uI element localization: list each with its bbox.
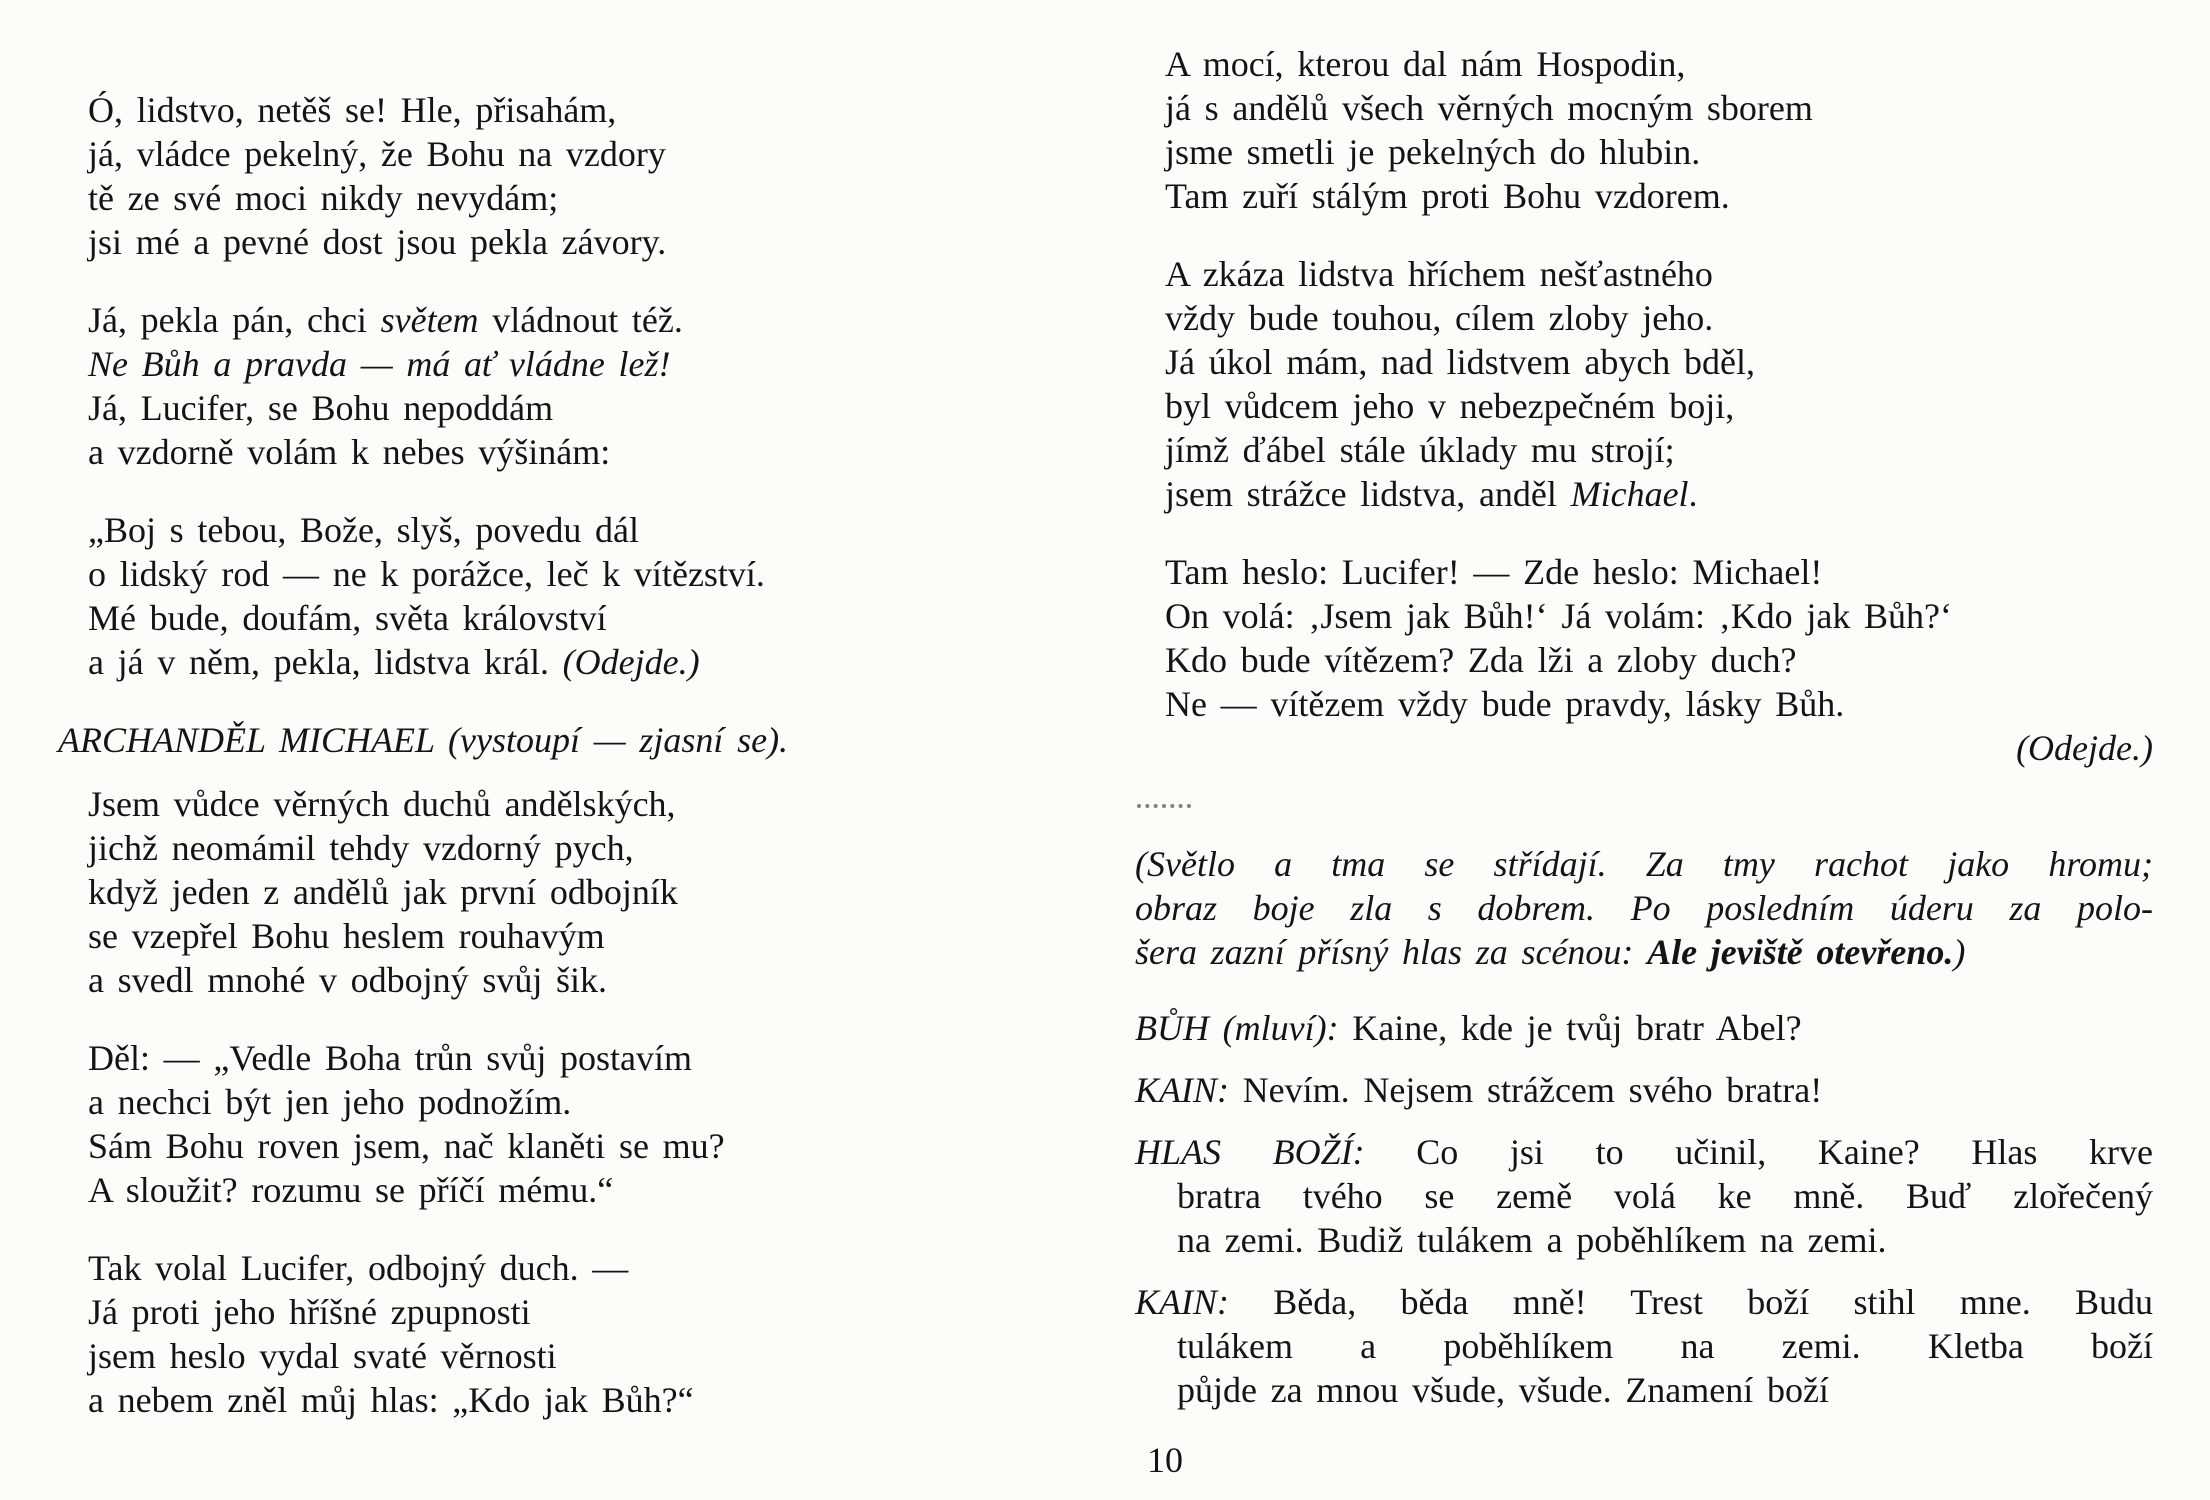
text-segment: a nechci být jen jeho podnožím. [88,1082,572,1122]
verse-line [1165,42,2153,86]
verse-line [1165,428,2153,472]
text-segment: tě ze své moci nikdy nevydám; [88,178,559,218]
text-segment: (Světlo a tma se střídají. Za tmy rachot jako hromu; [1135,844,2153,884]
verse-stanza [58,508,1043,684]
verse-line [88,430,1043,474]
text-segment: jsem heslo vydal svaté věrnosti [88,1336,557,1376]
verse-line [88,1246,1043,1290]
verse-line [88,1036,1043,1080]
text-segment: jímž ďábel stále úklady mu strojí; [1165,430,1675,470]
text-line [1135,1218,2153,1262]
verse-line [88,826,1043,870]
text-line [1135,1174,2153,1218]
text-segment: A sloužit? rozumu se příčí mému.“ [88,1170,614,1210]
text-segment: o lidský rod — ne k porážce, leč k vítězství. [88,554,765,594]
stage-direction [1135,842,2153,974]
verse-line [1165,594,2153,638]
text-segment: já, vládce pekelný, že Bohu na vzdory [88,134,666,174]
verse-line [1165,252,2153,296]
text-segment: Nevím. Nejsem strážcem svého bratra! [1229,1070,1823,1110]
section-divider [1137,804,1191,808]
right-column [1135,42,2153,1482]
verse-line [1165,86,2153,130]
text-segment: obraz boje zla s dobrem. Po posledním úderu za polo- [1135,888,2153,928]
verse-line [88,220,1043,264]
text-segment: Já úkol mám, nad lidstvem abych bděl, [1165,342,1755,382]
text-line [1135,842,2153,886]
dialogue-paragraph [1135,1068,2153,1112]
verse-line [88,132,1043,176]
dialogue-paragraph [1135,1006,2153,1050]
text-segment: On volá: ‚Jsem jak Bůh!‘ Já volám: ‚Kdo jak Bůh?‘ [1165,596,1952,636]
text-segment: půjde za mnou všude, všude. Znamení boží [1177,1370,1829,1410]
text-segment: když jeden z andělů jak první odbojník [88,872,678,912]
text-segment: Děl: — „Vedle Boha trůn svůj postavím [88,1038,692,1078]
verse-line [88,1124,1043,1168]
left-column [58,42,1043,1482]
verse-stanza [58,1036,1043,1212]
text-segment: a nebem zněl můj hlas: „Kdo jak Bůh?“ [88,1380,694,1420]
verse-line [88,640,1043,684]
verse-line [1165,550,2153,594]
text-segment: Tak volal Lucifer, odbojný duch. — [88,1248,629,1288]
speaker-label: BŮH (mluví): [1135,1008,1339,1048]
verse-stanza [58,782,1043,1002]
text-segment: Běda, běda mně! Trest boží stihl mne. Budu [1229,1282,2153,1322]
verse-line [88,1334,1043,1378]
text-segment: ) [1953,932,1966,972]
text-line [1135,1006,2153,1050]
verse-line [88,342,1043,386]
text-segment: a vzdorně volám k nebes výšinám: [88,432,611,472]
text-line [1135,1368,2153,1412]
text-segment: Ne Bůh a pravda — má ať vládne lež! [88,344,671,384]
verse-stanza [1135,42,2153,218]
verse-line [88,1080,1043,1124]
text-segment: „Boj s tebou, Bože, slyš, povedu dál [88,510,640,550]
verse-line [88,176,1043,220]
verse-line [1165,174,2153,218]
verse-line [88,1168,1043,1212]
dialogue-paragraph [1135,1130,2153,1262]
text-segment: . [1688,474,1698,514]
text-segment: Kdo bude vítězem? Zda lži a zloby duch? [1165,640,1797,680]
verse-line [88,508,1043,552]
verse-stanza [58,298,1043,474]
text-segment: (Odejde.) [562,642,700,682]
text-segment: Já, pekla pán, chci [88,300,381,340]
text-segment: Já proti jeho hříšné zpupnosti [88,1292,531,1332]
text-segment: šera zazní přísný hlas za scénou: [1135,932,1648,972]
verse-line [1165,472,2153,516]
verse-line [1165,384,2153,428]
speaker-label: KAIN: [1135,1070,1229,1110]
verse-line [1165,130,2153,174]
text-segment: jsme smetli je pekelných do hlubin. [1165,132,1701,172]
verse-line [1165,682,2153,726]
verse-line [88,958,1043,1002]
text-segment: Tam zuří stálým proti Bohu vzdorem. [1165,176,1730,216]
verse-stanza [1135,550,2153,770]
text-segment: A mocí, kterou dal nám Hospodin, [1165,44,1686,84]
right-column-blocks [1135,42,2153,1412]
text-segment: ARCHANDĚL MICHAEL (vystoupí — zjasní se). [58,720,789,760]
text-segment: (Odejde.) [2016,728,2153,768]
text-segment: Ne — vítězem vždy bude pravdy, lásky Bůh. [1165,684,1845,724]
verse-line [88,1378,1043,1422]
verse-line [88,870,1043,914]
text-segment: a já v něm, pekla, lidstva král. [88,642,563,682]
text-segment: a svedl mnohé v odbojný svůj šik. [88,960,608,1000]
text-line [1135,1280,2153,1324]
text-line [1135,930,2153,974]
verse-line [88,596,1043,640]
speaker-label: KAIN: [1135,1282,1229,1322]
verse-line [88,782,1043,826]
text-segment: vždy bude touhou, cílem zloby jeho. [1165,298,1714,338]
text-segment: Ale jeviště otevřeno. [1647,932,1954,972]
verse-stanza [58,1246,1043,1422]
text-segment: světem [380,300,479,340]
scene-heading [58,718,1043,762]
text-segment: byl vůdcem jeho v nebezpečném boji, [1165,386,1735,426]
verse-line [88,386,1043,430]
verse-line [88,552,1043,596]
verse-line [1165,296,2153,340]
text-segment: tulákem a poběhlíkem na zemi. Kletba boží [1177,1326,2153,1366]
text-segment: bratra tvého se země volá ke mně. Buď zlořečený [1177,1176,2153,1216]
verse-line [88,914,1043,958]
verse-line [88,298,1043,342]
text-segment: jichž neomámil tehdy vzdorný pych, [88,828,634,868]
page-number: 10 [1147,1440,1183,1480]
text-segment: Mé bude, doufám, světa království [88,598,607,638]
text-segment: A zkáza lidstva hříchem nešťastného [1165,254,1713,294]
verse-line [88,88,1043,132]
text-segment: Já, Lucifer, se Bohu nepoddám [88,388,554,428]
verse-stanza [58,88,1043,264]
verse-line [1165,638,2153,682]
text-segment: na zemi. Budiž tulákem a poběhlíkem na zemi. [1177,1220,1887,1260]
text-segment: jsem strážce lidstva, anděl [1165,474,1571,514]
text-segment: Michael [1570,474,1689,514]
text-line [1135,1324,2153,1368]
text-segment: já s andělů všech věrných mocným sborem [1165,88,1813,128]
text-segment: jsi mé a pevné dost jsou pekla závory. [88,222,667,262]
verse-line [88,1290,1043,1334]
text-line [1135,1068,2153,1112]
text-segment: Jsem vůdce věrných duchů andělských, [88,784,676,824]
verse-stanza [1135,252,2153,516]
text-segment: Co jsi to učinil, Kaine? Hlas krve [1364,1132,2153,1172]
text-line [1135,1130,2153,1174]
text-segment: Kaine, kde je tvůj bratr Abel? [1338,1008,1802,1048]
text-segment: Tam heslo: Lucifer! — Zde heslo: Michael! [1165,552,1823,592]
verse-line [1165,340,2153,384]
text-segment: se vzepřel Bohu heslem rouhavým [88,916,605,956]
text-line [1135,886,2153,930]
text-segment: Sám Bohu roven jsem, nač klaněti se mu? [88,1126,725,1166]
verse-line [1165,726,2153,770]
speaker-label: HLAS BOŽÍ: [1135,1132,1365,1172]
text-segment: Ó, lidstvo, netěš se! Hle, přisahám, [88,90,617,130]
text-segment: vládnout též. [478,300,683,340]
dialogue-paragraph [1135,1280,2153,1412]
